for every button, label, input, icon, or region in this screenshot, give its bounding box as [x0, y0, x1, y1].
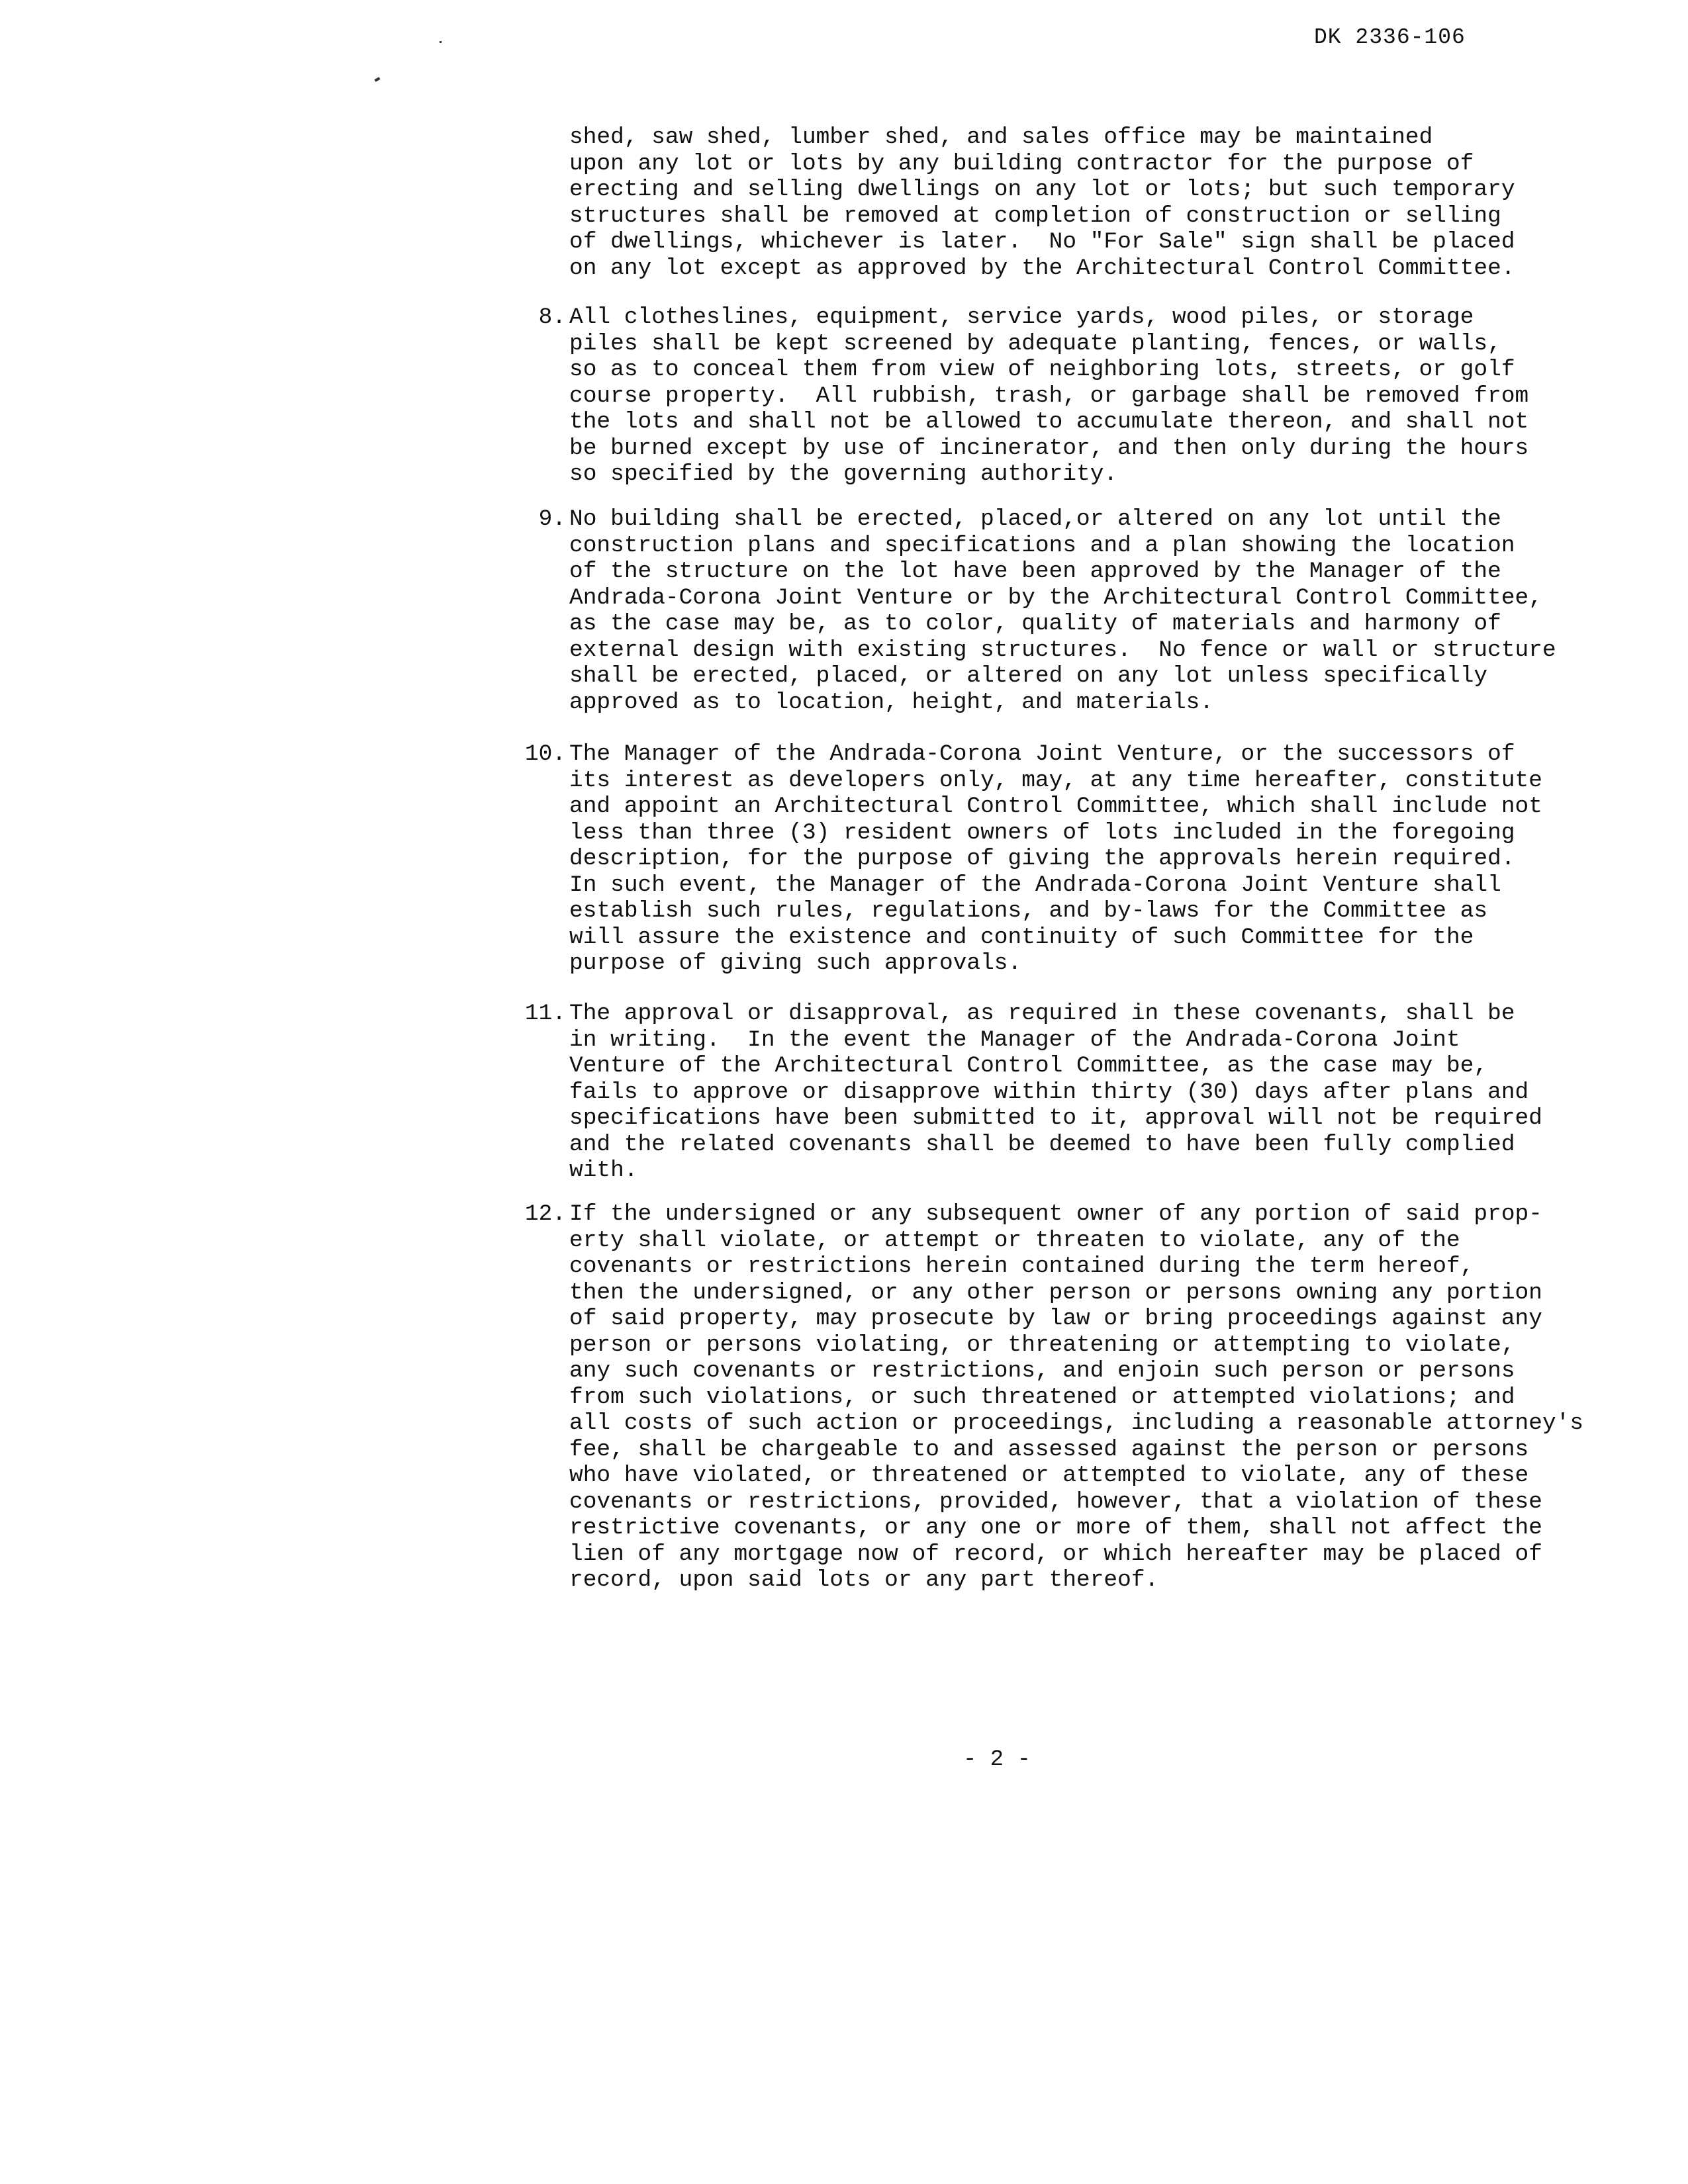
text-line: will assure the existence and continuity of such Committee for the [569, 924, 1474, 950]
scan-mark [440, 41, 442, 43]
page-number: - 2 - [963, 1747, 1031, 1772]
text-line: its interest as developers only, may, at any time hereafter, constitute [569, 767, 1542, 794]
document-number: DK 2336-106 [1314, 25, 1466, 50]
text-line: fails to approve or disapprove within thirty (30) days after plans and [569, 1079, 1529, 1105]
text-line: fee, shall be chargeable to and assessed against the person or persons [569, 1436, 1529, 1463]
paragraph-number: 12. [524, 1201, 566, 1227]
text-line: external design with existing structures. No fence or wall or structure [569, 637, 1556, 663]
text-line: so as to conceal them from view of neighboring lots, streets, or golf [569, 357, 1515, 383]
paragraph-text [569, 304, 1528, 488]
text-line: Andrada-Corona Joint Venture or by the Architectural Control Committee, [569, 584, 1542, 611]
text-line: approved as to location, height, and materials. [569, 689, 1214, 715]
text-line: erecting and selling dwellings on any lot or lots; but such temporary [569, 177, 1515, 203]
text-line: piles shall be kept screened by adequate planting, fences, or walls, [569, 330, 1501, 357]
scan-mark [375, 77, 381, 81]
text-line: of said property, may prosecute by law or bring proceedings against any [569, 1306, 1542, 1332]
text-line: shed, saw shed, lumber shed, and sales office may be maintained [569, 124, 1433, 150]
text-line: shall be erected, placed, or altered on any lot unless specifically [569, 663, 1488, 689]
text-line: In such event, the Manager of the Andrada-Corona Joint Venture shall [569, 872, 1501, 898]
text-line: of the structure on the lot have been approved by the Manager of the [569, 559, 1501, 584]
continuation-text [569, 124, 1602, 281]
text-line: in writing. In the event the Manager of the Andrada-Corona Joint [569, 1026, 1460, 1053]
text-line: as the case may be, as to color, quality of materials and harmony of [569, 611, 1501, 637]
text-line: structures shall be removed at completion of construction or selling [569, 203, 1501, 229]
text-line: purpose of giving such approvals. [569, 950, 1022, 976]
paragraph-number: 11. [524, 1001, 566, 1026]
paragraph-text [569, 1201, 1583, 1594]
text-line: upon any lot or lots by any building contractor for the purpose of [569, 150, 1474, 177]
paragraph-number: 9. [538, 506, 566, 532]
text-line: any such covenants or restrictions, and enjoin such person or persons [569, 1358, 1515, 1384]
text-line: with. [569, 1158, 638, 1183]
text-line: person or persons violating, or threatening or attempting to violate, [569, 1332, 1515, 1358]
text-line: The Manager of the Andrada-Corona Joint Venture, or the successors of [569, 741, 1515, 767]
text-line: then the undersigned, or any other person or persons owning any portion [569, 1279, 1542, 1306]
text-line: establish such rules, regulations, and by-laws for the Committee as [569, 898, 1488, 924]
text-line: course property. All rubbish, trash, or garbage shall be removed from [569, 383, 1529, 409]
text-line: description, for the purpose of giving the approvals herein required. [569, 846, 1515, 872]
text-line: be burned except by use of incinerator, and then only during the hours [569, 435, 1529, 461]
text-line: lien of any mortgage now of record, or which hereafter may be placed of [569, 1541, 1542, 1567]
text-line: restrictive covenants, or any one or more of them, shall not affect the [569, 1515, 1542, 1541]
text-line: and appoint an Architectural Control Committee, which shall include not [569, 794, 1542, 819]
text-line: all costs of such action or proceedings, including a reasonable attorney's [569, 1410, 1584, 1436]
text-line: If the undersigned or any subsequent owner of any portion of said prop- [569, 1201, 1542, 1227]
text-line: on any lot except as approved by the Architectural Control Committee. [569, 255, 1515, 281]
text-line: covenants or restrictions, provided, however, that a violation of these [569, 1488, 1542, 1515]
text-line: The approval or disapproval, as required in these covenants, shall be [569, 1001, 1515, 1026]
text-line: and the related covenants shall be deemed to have been fully complied [569, 1131, 1515, 1158]
text-line: of dwellings, whichever is later. No "For Sale" sign shall be placed [569, 229, 1515, 255]
text-line: covenants or restrictions herein contained during the term hereof, [569, 1253, 1474, 1279]
paragraph-number: 10. [524, 741, 566, 767]
text-line: Venture of the Architectural Control Committee, as the case may be, [569, 1053, 1488, 1079]
text-line: erty shall violate, or attempt or threaten to violate, any of the [569, 1227, 1460, 1253]
text-line: record, upon said lots or any part thereof. [569, 1567, 1159, 1593]
paragraph-text [569, 1001, 1542, 1184]
paragraph-text [569, 506, 1556, 715]
text-line: specifications have been submitted to it, approval will not be required [569, 1105, 1542, 1131]
paragraph-text [569, 741, 1542, 977]
text-line: so specified by the governing authority. [569, 461, 1118, 487]
text-line: No building shall be erected, placed,or altered on any lot until the [569, 506, 1501, 532]
text-line: the lots and shall not be allowed to accumulate thereon, and shall not [569, 409, 1529, 435]
text-line: construction plans and specifications and a plan showing the location [569, 532, 1515, 559]
text-line: less than three (3) resident owners of lots included in the foregoing [569, 819, 1515, 846]
text-line: from such violations, or such threatened or attempted violations; and [569, 1384, 1515, 1410]
paragraph-number: 8. [538, 304, 566, 330]
text-line: All clotheslines, equipment, service yards, wood piles, or storage [569, 304, 1474, 330]
text-line: who have violated, or threatened or attempted to violate, any of these [569, 1463, 1529, 1488]
